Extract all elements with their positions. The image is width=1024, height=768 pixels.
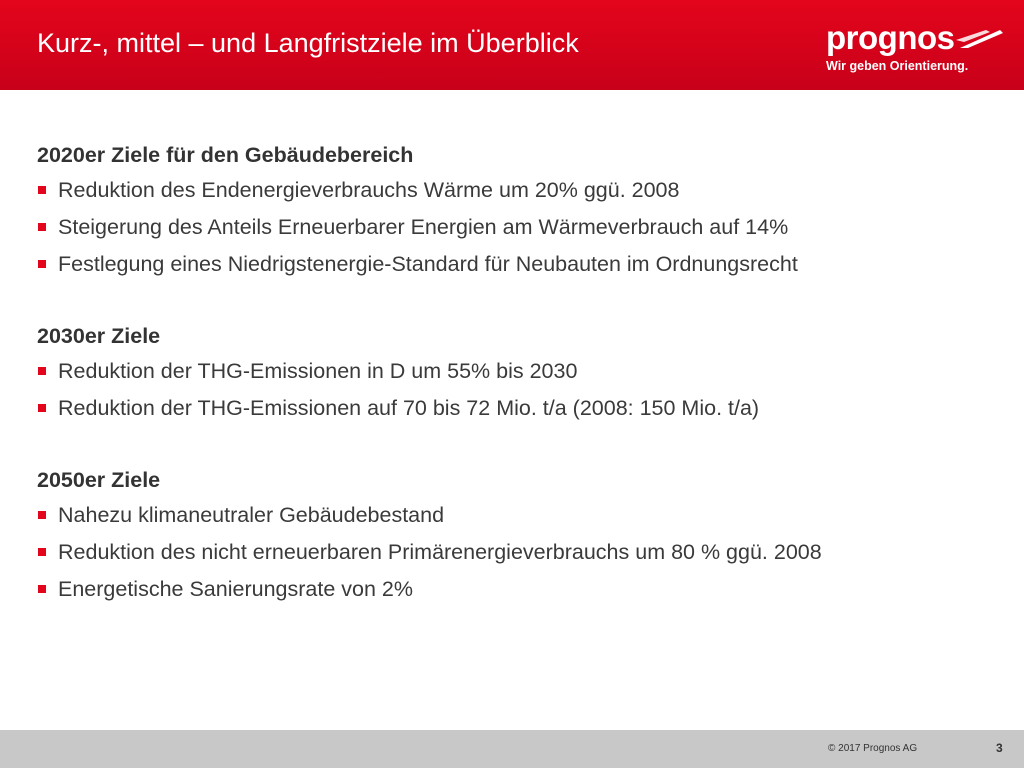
bullet-text: Reduktion des nicht erneuerbaren Primärenergieverbrauchs um 80 % ggü. 2008 bbox=[58, 540, 822, 564]
footer-bar bbox=[0, 730, 1024, 768]
bullet-text: Nahezu klimaneutraler Gebäudebestand bbox=[58, 503, 445, 527]
slide-title: Kurz-, mittel – und Langfristziele im Überblick bbox=[37, 28, 579, 58]
logo-tagline: Wir geben Orientierung. bbox=[826, 59, 969, 73]
section-2030 bbox=[37, 319, 997, 427]
section-heading: 2050er Ziele bbox=[37, 468, 161, 492]
content-area bbox=[37, 138, 997, 644]
section-heading: 2020er Ziele für den Gebäudebereich bbox=[37, 143, 414, 167]
bullet-square-icon bbox=[38, 511, 46, 519]
bullet-square-icon bbox=[38, 548, 46, 556]
bullet-square-icon bbox=[38, 186, 46, 194]
bullet-item bbox=[37, 390, 997, 427]
bullet-item bbox=[37, 497, 997, 534]
header-bar bbox=[0, 0, 1024, 90]
bullet-square-icon bbox=[38, 585, 46, 593]
section-2020 bbox=[37, 138, 997, 283]
bullet-item bbox=[37, 246, 997, 283]
bullet-text: Festlegung eines Niedrigstenergie-Standard für Neubauten im Ordnungsrecht bbox=[58, 252, 798, 276]
bullet-text: Reduktion des Endenergieverbrauchs Wärme um 20% ggü. 2008 bbox=[58, 178, 680, 202]
bullet-square-icon bbox=[38, 367, 46, 375]
logo-swoosh-icon bbox=[956, 28, 1004, 50]
page-number: 3 bbox=[996, 741, 1003, 755]
section-2050 bbox=[37, 463, 997, 608]
copyright-notice: © 2017 Prognos AG bbox=[828, 743, 918, 754]
bullet-text: Reduktion der THG-Emissionen auf 70 bis 72 Mio. t/a (2008: 150 Mio. t/a) bbox=[58, 396, 760, 420]
bullet-item bbox=[37, 353, 997, 390]
bullet-item bbox=[37, 534, 997, 571]
bullet-square-icon bbox=[38, 260, 46, 268]
bullet-text: Reduktion der THG-Emissionen in D um 55% bis 2030 bbox=[58, 359, 578, 383]
bullet-text: Steigerung des Anteils Erneuerbarer Energien am Wärmeverbrauch auf 14% bbox=[58, 215, 789, 239]
logo-wordmark: prognos bbox=[826, 19, 955, 56]
bullet-item bbox=[37, 209, 997, 246]
section-heading: 2030er Ziele bbox=[37, 324, 161, 348]
bullet-square-icon bbox=[38, 404, 46, 412]
prognos-logo bbox=[816, 18, 1006, 78]
bullet-text: Energetische Sanierungsrate von 2% bbox=[58, 577, 413, 601]
bullet-item bbox=[37, 172, 997, 209]
bullet-square-icon bbox=[38, 223, 46, 231]
bullet-item bbox=[37, 571, 997, 608]
